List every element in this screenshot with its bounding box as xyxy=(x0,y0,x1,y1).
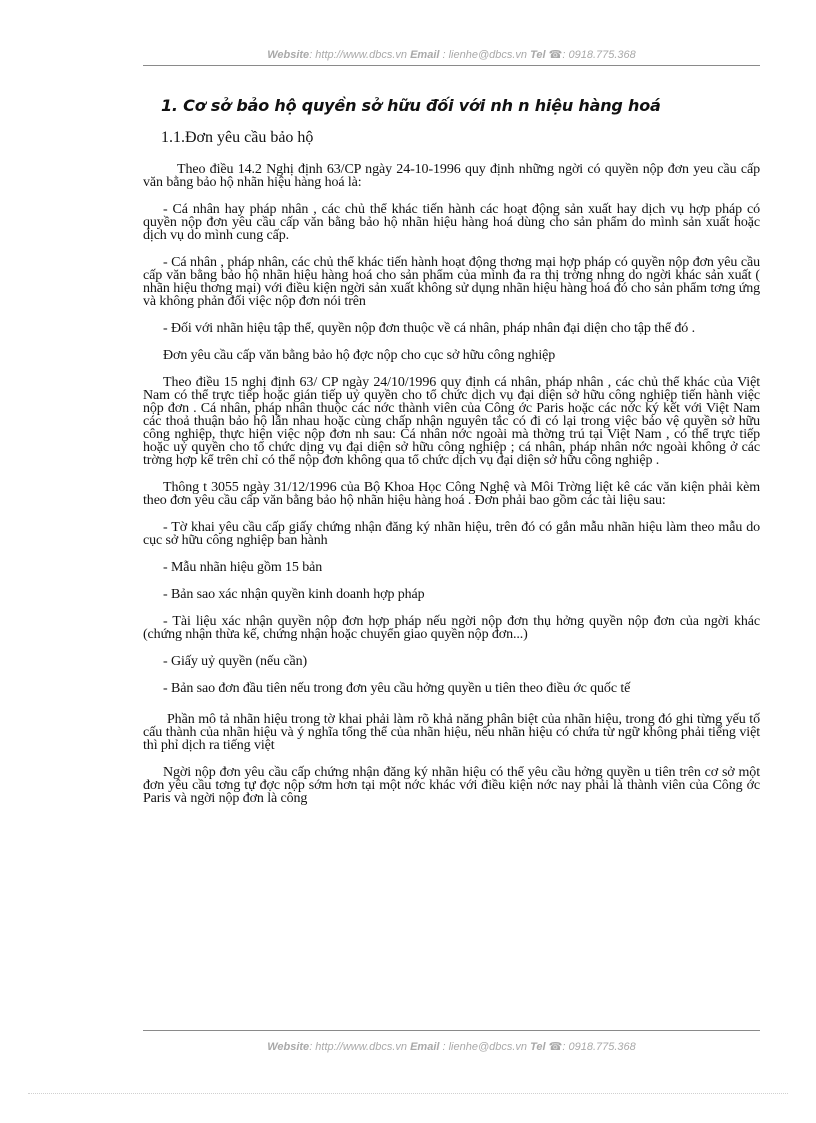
section-subtitle: 1.1.Đơn yêu cầu bảo hộ xyxy=(161,129,314,146)
phone-icon: ☎ xyxy=(548,49,563,61)
header-website-value: : http://www.dbcs.vn xyxy=(309,49,408,61)
header-email-value: : lienhe@dbcs.vn xyxy=(442,49,528,61)
paragraph: - Giấy uỷ quyền (nếu cần) xyxy=(163,654,308,669)
paragraph: Thông t 3055 ngày 31/12/1996 của Bộ Khoa Học Công Nghệ và Môi Trờng liệt kê các văn kiện phải kèm theo đơn yêu cầu cấp văn bằng bảo hộ nhãn hiệu hàng hoá . Đơn phải bao gồm các tài liệu sau: xyxy=(143,480,760,508)
document-body xyxy=(143,96,760,819)
footer-email-value: : lienhe@dbcs.vn xyxy=(442,1041,528,1053)
paragraph: Phần mô tả nhãn hiệu trong tờ khai phải làm rõ khả năng phân biệt của nhãn hiệu, trong đó ghi từng yếu tố cấu thành của nhãn hiệu và ý nghĩa tổng thể của nhãn hiệu, nếu nhãn hiệu có chứa từ ngữ không phải tiếng việt thì phỉ dịch ra tiếng việt xyxy=(143,712,760,753)
paragraph: - Đối với nhãn hiệu tập thể, quyền nộp đơn thuộc về cá nhân, pháp nhân đại diện cho tập thể đó . xyxy=(163,321,696,336)
paragraph: - Bản sao xác nhận quyền kinh doanh hợp pháp xyxy=(163,587,425,602)
header-website-label: Website xyxy=(267,49,310,61)
page-edge-divider xyxy=(28,1093,788,1094)
section-title: 1. Cơ sở bảo hộ quyền sở hữu đối với nh n hiệu hàng hoá xyxy=(161,96,661,115)
header-rule xyxy=(143,65,760,66)
footer-rule xyxy=(143,1030,760,1031)
footer-website-value: : http://www.dbcs.vn xyxy=(309,1041,408,1053)
page-header xyxy=(143,48,760,61)
paragraph: Đơn yêu cầu cấp văn bằng bảo hộ đợc nộp cho cục sở hữu công nghiệp xyxy=(163,348,556,363)
paragraph: Theo điều 14.2 Nghị định 63/CP ngày 24-10-1996 quy định những ngời có quyền nộp đơn yeu cầu cấp văn bằng bảo hộ nhãn hiệu hàng hoá là: xyxy=(143,162,760,190)
footer-tel-value: : 0918.775.368 xyxy=(562,1041,636,1053)
paragraph: - Tờ khai yêu cầu cấp giấy chứng nhận đăng ký nhãn hiệu, trên đó có gắn mẫu nhãn hiệu làm theo mẫu do cục sở hữu công nghiệp ban hành xyxy=(143,520,760,548)
footer-website-label: Website xyxy=(267,1041,310,1053)
header-tel-label: Tel xyxy=(530,49,546,61)
phone-icon: ☎ xyxy=(548,1041,563,1053)
paragraph: - Cá nhân hay pháp nhân , các chủ thể khác tiến hành các hoạt động sản xuất hay dịch vụ hợp pháp có quyền nộp đơn yêu cầu cấp văn bằng bảo hộ nhãn hiệu hàng hoá dùng cho sản phẩm do mình sản xuất hoặc dịch vụ do mình cung cấp. xyxy=(143,202,760,243)
paragraph: - Bản sao đơn đầu tiên nếu trong đơn yêu cầu hởng quyền u tiên theo điều ớc quốc tế xyxy=(163,681,631,696)
paragraph: Theo điều 15 nghị định 63/ CP ngày 24/10/1996 quy định cá nhân, pháp nhân , các chủ thể khác của Việt Nam có thể trực tiếp hoặc gián tiếp uỷ quyền cho tổ chức dịch vụ đại diện sở hữu công nghiệp tiến hành việc nộp đơn . Cá nhân, pháp nhân thuộc các nớc thành viên của Công ớc Paris hoặc các nớc ký kết với Việt Nam các thoả thuận bảo hộ lẫn nhau hoặc cùng chấp nhận nguyên tắc có đi có lại trong việc bảo vệ quyền sở hữu công nghiệp, thực hiện việc nộp đơn nh sau: Cá nhân nớc ngoài mà thờng trú tại Việt Nam , có thể trực tiếp hoặc uỷ quyền cho tổ chức dịng vụ đại diện sở hữu công nghiệp ; cá nhân, pháp nhân nớc ngoài không ở các trờng hợp kể trên chỉ có thể nộp đơn không qua tổ chức dịch vụ đại diện sở hữu công nghiệp . xyxy=(143,375,760,468)
paragraph: - Tài liệu xác nhận quyền nộp đơn hợp pháp nếu ngời nộp đơn thụ hởng quyền nộp đơn của ngời khác (chứng nhận thừa kế, chứng nhận hoặc chuyển giao quyền nộp đơn...) xyxy=(143,614,760,642)
page-footer xyxy=(143,1040,760,1053)
paragraph: Ngời nộp đơn yêu cầu cấp chứng nhận đăng ký nhãn hiệu có thể yêu cầu hởng quyền u tiên trên cơ sở một đơn yêu cầu tơng tự đợc nộp sớm hơn tại một nớc khác với điều kiện nớc nay phải là thành viên của Công ớc Paris và ngời nộp đơn là công xyxy=(143,765,760,806)
header-tel-value: : 0918.775.368 xyxy=(562,49,636,61)
footer-tel-label: Tel xyxy=(530,1041,546,1053)
paragraph: - Cá nhân , pháp nhân, các chủ thể khác tiến hành hoạt động thơng mại hợp pháp có quyền nộp đơn yêu cầu cấp văn bằng bảo hộ nhãn hiệu hàng hoá cho sản phẩm của mình đa ra thị trờng nhng do ngời khác sản xuất ( nhãn hiệu thơng mại) với điều kiện ngời sản xuất không sử dụng nhãn hiệu hàng hoá đó cho sản phẩm tơng ứng và không phản đối việc nộp đơn nói trên xyxy=(143,255,760,309)
paragraph: - Mẫu nhãn hiệu gồm 15 bản xyxy=(163,560,323,575)
footer-email-label: Email xyxy=(410,1041,440,1053)
header-email-label: Email xyxy=(410,49,440,61)
